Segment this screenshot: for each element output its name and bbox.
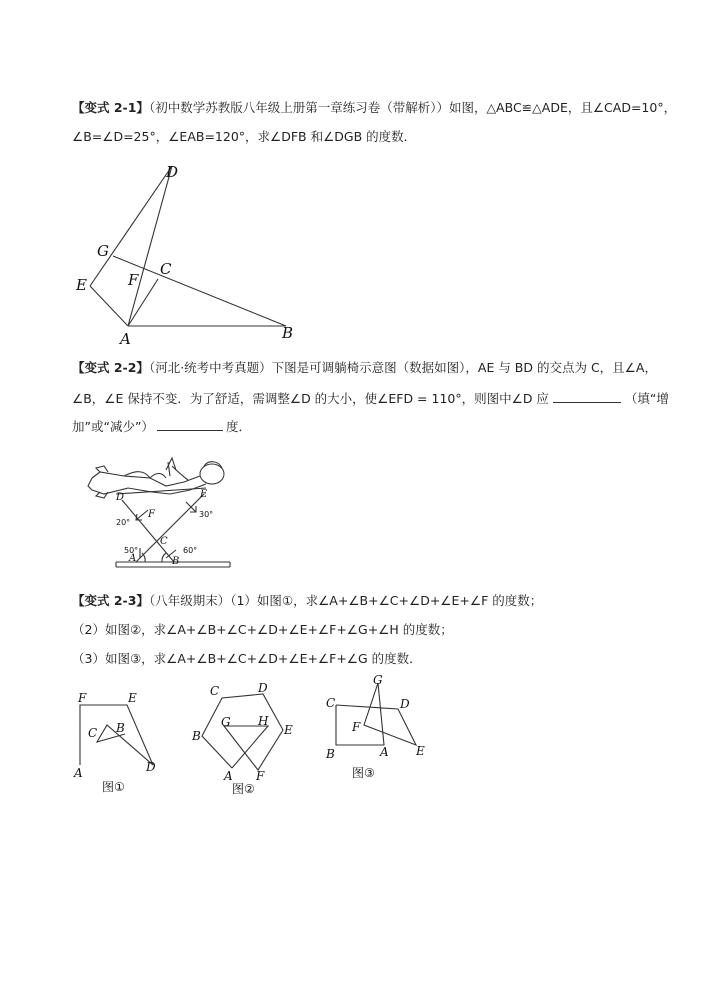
fig1-label-G: G <box>97 242 109 260</box>
problem-2-2-tag: 【变式 2-2】 <box>72 360 149 375</box>
figA-label-C: C <box>88 726 98 740</box>
problem-2-1-text-2: ∠B=∠D=25°，∠EAB=120°，求∠DFB 和∠DGB 的度数． <box>72 129 417 144</box>
fig2-label-D: D <box>116 492 125 503</box>
figA-caption: 图① <box>102 780 125 794</box>
fig1-label-C: C <box>160 260 172 278</box>
fig2-label-C: C <box>160 536 168 547</box>
figA-label-D: D <box>146 760 156 774</box>
problem-2-1-tag: 【变式 2-1】 <box>72 100 149 115</box>
fig1-label-A: A <box>120 330 131 348</box>
figA-label-B: B <box>116 721 125 735</box>
figB-label-F: F <box>256 769 265 783</box>
figB-label-B: B <box>192 729 201 743</box>
figB-label-D: D <box>258 681 268 695</box>
figA-label-E: E <box>128 691 137 705</box>
fig1-label-E: E <box>76 276 87 294</box>
figB-label-A: A <box>224 769 233 783</box>
problem-2-3-text-3: （3）如图③，求∠A+∠B+∠C+∠D+∠E+∠F+∠G 的度数． <box>72 651 422 666</box>
problem-2-2-text-2: ∠B，∠E 保持不变．为了舒适，需调整∠D 的大小，使∠EFD = 110°，则图中∠D 应 <box>72 391 549 406</box>
fig1-label-F: F <box>128 271 139 289</box>
figB-caption: 图② <box>232 782 255 796</box>
fig2-label-F: F <box>148 509 155 520</box>
problem-2-2-text-1: （河北·统考中考真题）下图是可调躺椅示意图（数据如图），AE 与 BD 的交点为 C，且∠A， <box>148 360 657 375</box>
figC-label-D: D <box>400 697 410 711</box>
problem-2-3-text-2: （2）如图②，求∠A+∠B+∠C+∠D+∠E+∠F+∠G+∠H 的度数； <box>72 622 453 637</box>
figC-label-B: B <box>326 747 335 761</box>
fig2-angle-30: 30° <box>199 510 214 519</box>
figB-label-G: G <box>221 715 231 729</box>
problem-2-3-text-1: （八年级期末）（1）如图①，求∠A+∠B+∠C+∠D+∠E+∠F 的度数； <box>148 593 543 608</box>
figA-label-A: A <box>74 766 83 780</box>
problem-2-1-text-1: （初中数学苏教版八年级上册第一章练习卷（带解析））如图，△ABC≌△ADE，且∠CAD=10°， <box>148 100 677 115</box>
figC-label-G: G <box>373 673 383 687</box>
figB-label-E: E <box>284 723 293 737</box>
problem-2-2-text-3b: 度． <box>225 419 251 434</box>
figA-label-F: F <box>78 691 87 705</box>
figC-label-F: F <box>352 720 361 734</box>
fig2-angle-20: 20° <box>116 518 131 527</box>
figC-label-C: C <box>326 696 336 710</box>
figB-label-H: H <box>258 714 269 728</box>
figC-label-A: A <box>380 745 389 759</box>
problem-2-2-text-3: 加”或“减少”） <box>72 419 154 434</box>
problem-2-3-tag: 【变式 2-3】 <box>72 593 149 608</box>
figB-label-C: C <box>210 684 220 698</box>
fig2-label-B: B <box>172 556 180 567</box>
fig1-label-D: D <box>166 163 179 181</box>
fig2-angle-60: 60° <box>183 546 198 555</box>
fig1-label-B: B <box>282 324 294 342</box>
fig2-label-A: A <box>129 553 137 564</box>
figC-label-E: E <box>416 744 425 758</box>
figC-caption: 图③ <box>352 766 375 780</box>
problem-2-2-text-2b: （填“增 <box>624 391 669 406</box>
fig2-label-E: E <box>200 489 208 500</box>
fig2-angle-50: 50° <box>124 546 139 555</box>
